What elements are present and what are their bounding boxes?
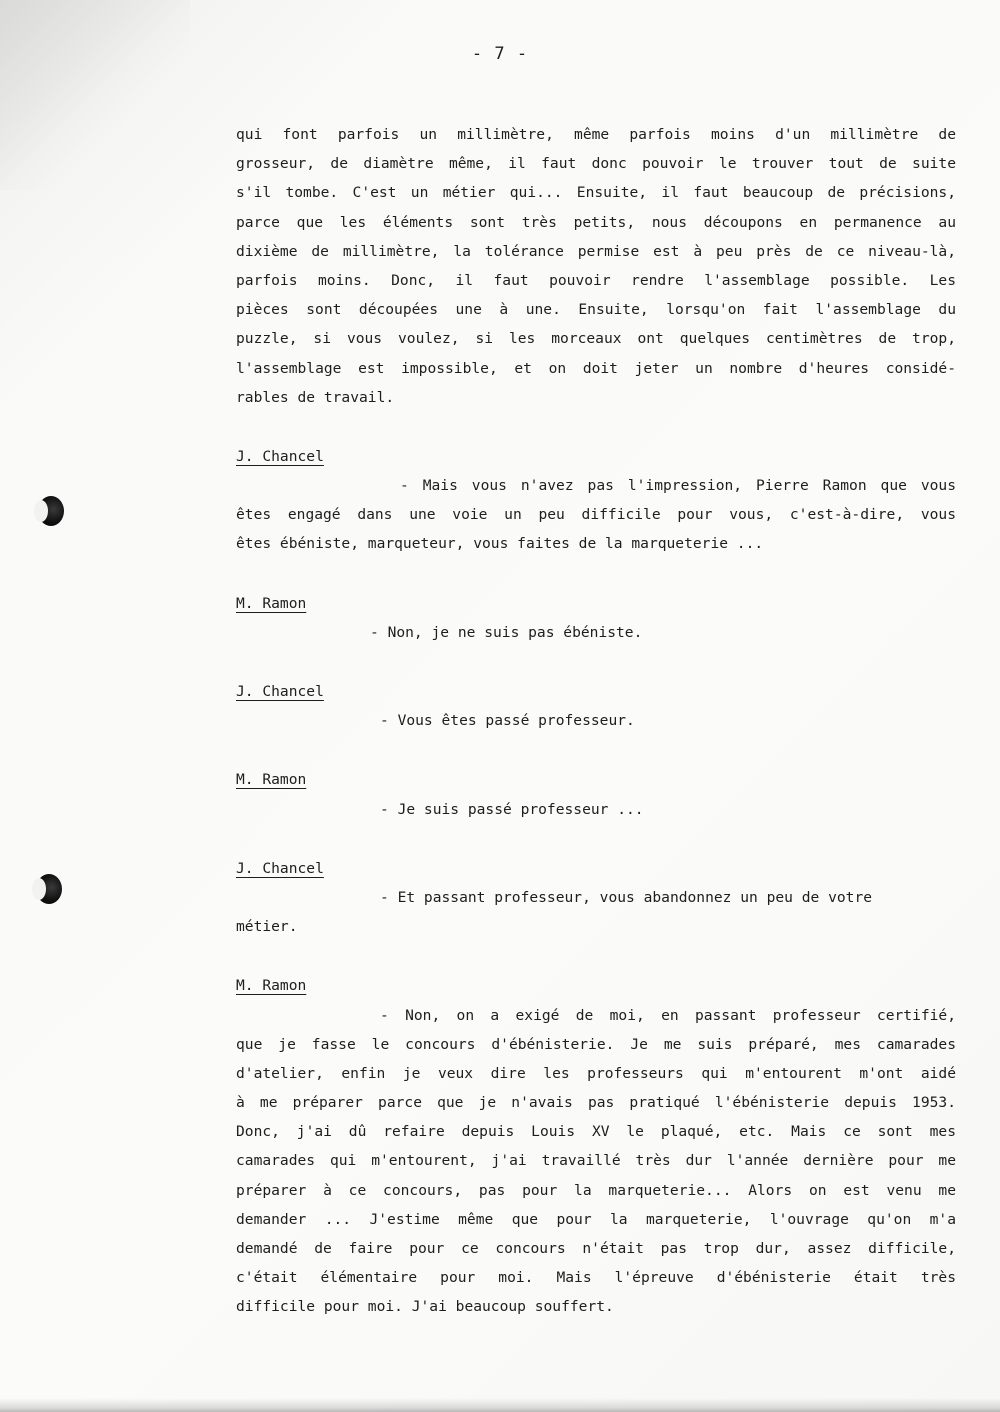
dialogue-line: - Et passant professeur, vous abandonnez un peu de votre xyxy=(380,888,873,906)
text-line: l'assemblage est impossible, et on doit jeter un nombre d'heures considé- xyxy=(236,359,956,377)
transcript-body xyxy=(236,120,956,1322)
dialogue-line: - Je suis passé professeur ... xyxy=(380,800,644,818)
text-line: pièces sont découpées une à une. Ensuite, lorsqu'on fait l'assemblage du xyxy=(236,301,956,319)
punch-hole-lower xyxy=(36,874,62,904)
page-fold-shadow xyxy=(0,0,190,190)
text-line: parce que les éléments sont très petits, nous découpons en permanence au xyxy=(236,213,956,231)
dialogue-line: difficile pour moi. J'ai beaucoup souffert. xyxy=(236,1298,614,1316)
page-bottom-edge xyxy=(0,1398,1000,1412)
dialogue-line: d'atelier, enfin je veux dire les professeurs qui m'entourent m'ont aidé xyxy=(236,1064,956,1082)
dialogue-line: que je fasse le concours d'ébénisterie. Je me suis préparé, mes camarades xyxy=(236,1035,956,1053)
punch-hole-upper xyxy=(38,496,64,526)
text-line: grosseur, de diamètre même, il faut donc pouvoir le trouver tout de suite xyxy=(236,155,956,173)
text-line: qui font parfois un millimètre, même parfois moins d'un millimètre de xyxy=(236,126,956,143)
dialogue-line: êtes ébéniste, marqueteur, vous faites de la marqueterie ... xyxy=(236,535,764,553)
speaker-label: J. Chancel xyxy=(236,683,324,700)
text-line: dixième de millimètre, la tolérance permise est à peu près de ce niveau-là, xyxy=(236,242,956,260)
page-number: - 7 - xyxy=(471,44,529,64)
dialogue-line: êtes engagé dans une voie un peu difficile pour vous, c'est-à-dire, vous xyxy=(236,506,956,524)
dialogue-line: à me préparer parce que je n'avais pas pratiqué l'ébénisterie depuis 1953. xyxy=(236,1094,956,1112)
dialogue-line: camarades qui m'entourent, j'ai travaillé très dur l'année dernière pour me xyxy=(236,1152,956,1170)
dialogue-line: Donc, j'ai dû refaire depuis Louis XV le plaqué, etc. Mais ce sont mes xyxy=(236,1123,956,1141)
dialogue-line: c'était élémentaire pour moi. Mais l'épreuve d'ébénisterie était très xyxy=(236,1269,956,1287)
speaker-label: J. Chancel xyxy=(236,447,324,465)
dialogue-line: - Vous êtes passé professeur. xyxy=(380,712,635,730)
text-line: s'il tombe. C'est un métier qui... Ensuite, il faut beaucoup de précisions, xyxy=(236,184,956,202)
speaker-label: M. Ramon xyxy=(236,771,307,789)
dialogue-line: - Non, je ne suis pas ébéniste. xyxy=(370,623,643,641)
text-line: rables de travail. xyxy=(236,388,395,406)
dialogue-line: demandé de faire pour ce concours n'était pas trop dur, assez difficile, xyxy=(236,1240,956,1257)
dialogue-line: - Mais vous n'avez pas l'impression, Pierre Ramon que vous xyxy=(400,477,956,495)
dialogue-line: - Non, on a exigé de moi, en passant professeur certifié, xyxy=(380,1006,956,1024)
text-line: parfois moins. Donc, il faut pouvoir rendre l'assemblage possible. Les xyxy=(236,271,956,289)
dialogue-line: demander ... J'estime même que pour la marqueterie, l'ouvrage qu'on m'a xyxy=(236,1210,956,1228)
dialogue-line: métier. xyxy=(236,918,298,936)
speaker-label: J. Chancel xyxy=(236,859,324,877)
text-line: puzzle, si vous voulez, si les morceaux ont quelques centimètres de trop, xyxy=(236,330,956,348)
speaker-label: M. Ramon xyxy=(236,977,307,995)
speaker-label: M. Ramon xyxy=(236,594,307,612)
dialogue-line: préparer à ce concours, pas pour la marqueterie... Alors on est venu me xyxy=(236,1181,956,1199)
intro-paragraph xyxy=(236,120,956,412)
